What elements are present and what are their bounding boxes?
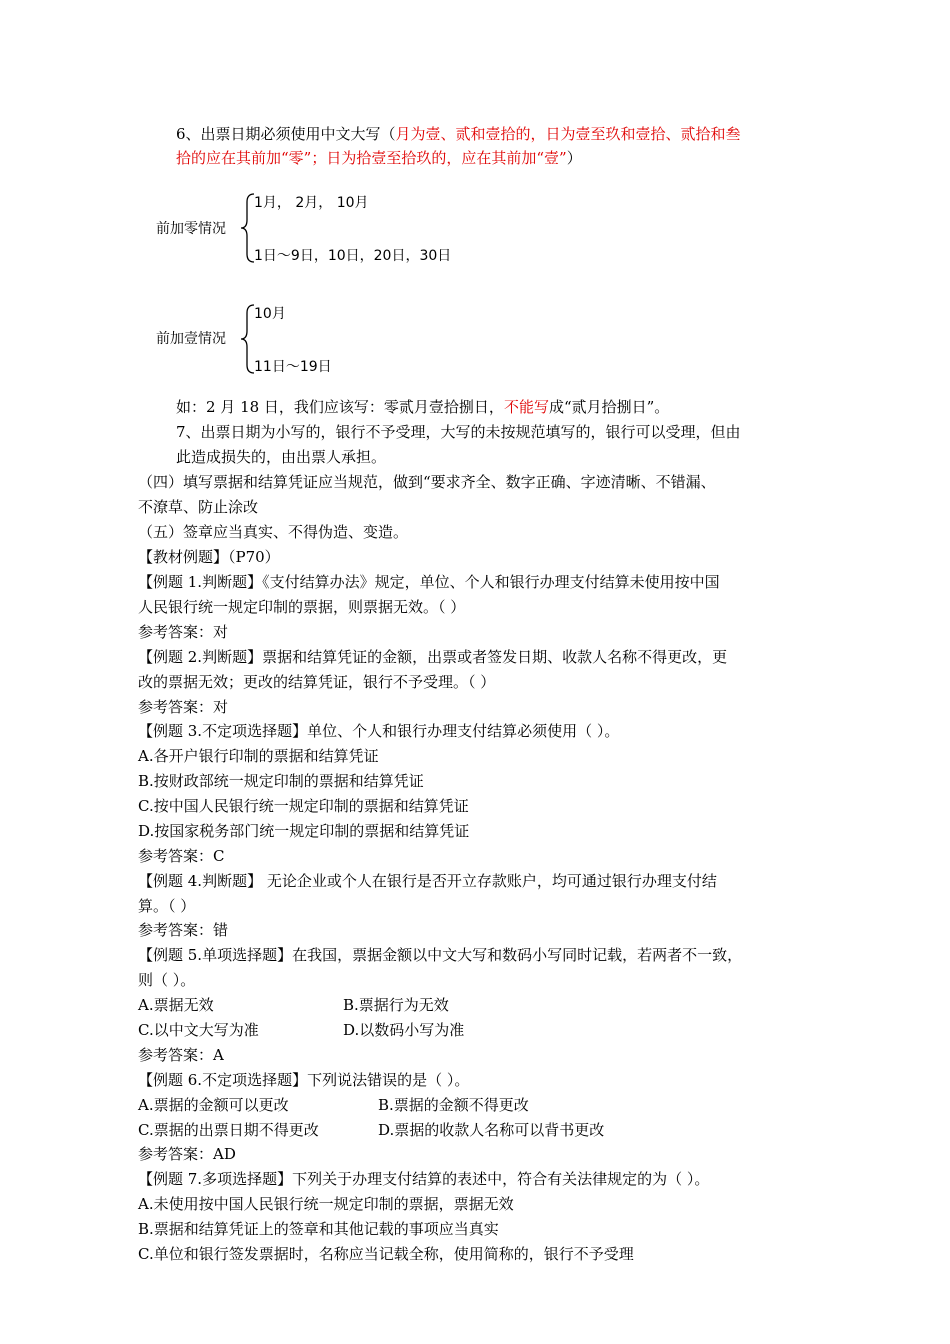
q3-option-c: C.按中国人民银行统一规定印制的票据和结算凭证 (138, 797, 469, 815)
q3-option-a: A.各开户银行印制的票据和结算凭证 (138, 747, 379, 765)
q3-option-d: D.按国家税务部门统一规定印制的票据和结算凭证 (138, 822, 470, 840)
q6-option-a: A.票据的金额可以更改 (138, 1096, 289, 1114)
q2-line2: 改的票据无效；更改的结算凭证，银行不予受理。（ ） (138, 673, 496, 691)
section7-line2: 此造成损失的，由出票人承担。 (176, 448, 387, 466)
q2-answer: 参考答案：对 (138, 698, 229, 716)
section6-line1: 6、出票日期必须使用中文大写（月为壹、贰和壹拾的，日为壹至玖和壹拾、贰拾和叁 (176, 125, 741, 143)
q6-option-c: C.票据的出票日期不得更改 (138, 1121, 319, 1139)
q5-option-d: D.以数码小写为准 (343, 1021, 465, 1039)
textbook-heading: 【教材例题】（P70） (138, 548, 280, 566)
q7-option-a: A.未使用按中国人民银行统一规定印制的票据，票据无效 (138, 1195, 514, 1213)
q5-option-a: A.票据无效 (138, 996, 214, 1014)
q5-option-c: C.以中文大写为准 (138, 1021, 259, 1039)
zero-prefix-days: 1日～9日，10日，20日，30日 (254, 248, 452, 264)
q5-line2: 则（ ）。 (138, 971, 196, 989)
q7-option-c: C.单位和银行签发票据时，名称应当记载全称，使用简称的，银行不予受理 (138, 1245, 634, 1263)
one-prefix-months: 10月 (254, 306, 286, 322)
section6-line2: 拾的应在其前加“零”；日为拾壹至拾玖的，应在其前加“壹”） (176, 149, 582, 167)
q3-answer: 参考答案：C (138, 847, 225, 865)
section4-line1: （四）填写票据和结算凭证应当规范，做到“要求齐全、数字正确、字迹清晰、不错漏、 (138, 473, 716, 491)
section4-line2: 不潦草、防止涂改 (138, 498, 259, 516)
q6-line1: 【例题 6.不定项选择题】下列说法错误的是（ ）。 (138, 1071, 470, 1089)
q5-option-b: B.票据行为无效 (343, 996, 449, 1014)
q4-answer: 参考答案：错 (138, 921, 229, 939)
q3-line1: 【例题 3.不定项选择题】单位、个人和银行办理支付结算必须使用（ ）。 (138, 722, 620, 740)
q6-option-b: B.票据的金额不得更改 (378, 1096, 529, 1114)
q4-line1: 【例题 4.判断题】 无论企业或个人在银行是否开立存款账户，均可通过银行办理支付结 (138, 872, 717, 890)
q1-line2: 人民银行统一规定印制的票据，则票据无效。（ ） (138, 598, 466, 616)
one-prefix-label: 前加壹情况 (156, 331, 226, 347)
section6-highlight-2: 拾的应在其前加“零”；日为拾壹至拾玖的，应在其前加“壹” (176, 149, 567, 167)
q3-option-b: B.按财政部统一规定印制的票据和结算凭证 (138, 772, 424, 790)
q6-option-d: D.票据的收款人名称可以背书更改 (378, 1121, 605, 1139)
section7-line1: 7、出票日期为小写的，银行不予受理，大写的未按规范填写的，银行可以受理，但由 (176, 423, 741, 441)
example-line: 如：2 月 18 日，我们应该写：零贰月壹拾捌日，不能写成“贰月拾捌日”。 (176, 398, 670, 416)
zero-prefix-label: 前加零情况 (156, 221, 226, 237)
q1-line1: 【例题 1.判断题】《支付结算办法》规定，单位、个人和银行办理支付结算未使用按中国 (138, 573, 720, 591)
q7-option-b: B.票据和结算凭证上的签章和其他记载的事项应当真实 (138, 1220, 499, 1238)
zero-prefix-months: 1月， 2月， 10月 (254, 195, 369, 211)
section6-highlight-1: 月为壹、贰和壹拾的，日为壹至玖和壹拾、贰拾和叁 (395, 125, 741, 143)
q5-line1: 【例题 5.单项选择题】在我国，票据金额以中文大写和数码小写同时记载，若两者不一致， (138, 946, 743, 964)
one-prefix-days: 11日～19日 (254, 359, 332, 375)
q7-line1: 【例题 7.多项选择题】下列关于办理支付结算的表述中，符合有关法律规定的为（ ）。 (138, 1170, 710, 1188)
q2-line1: 【例题 2.判断题】票据和结算凭证的金额，出票或者签发日期、收款人名称不得更改，更 (138, 648, 728, 666)
cannot-write-highlight: 不能写 (503, 398, 549, 416)
q1-answer: 参考答案：对 (138, 623, 229, 641)
section5-line: （五）签章应当真实、不得伪造、变造。 (138, 523, 409, 541)
q4-line2: 算。（ ） (138, 897, 196, 915)
q6-answer: 参考答案：AD (138, 1145, 236, 1163)
q5-answer: 参考答案：A (138, 1046, 224, 1064)
